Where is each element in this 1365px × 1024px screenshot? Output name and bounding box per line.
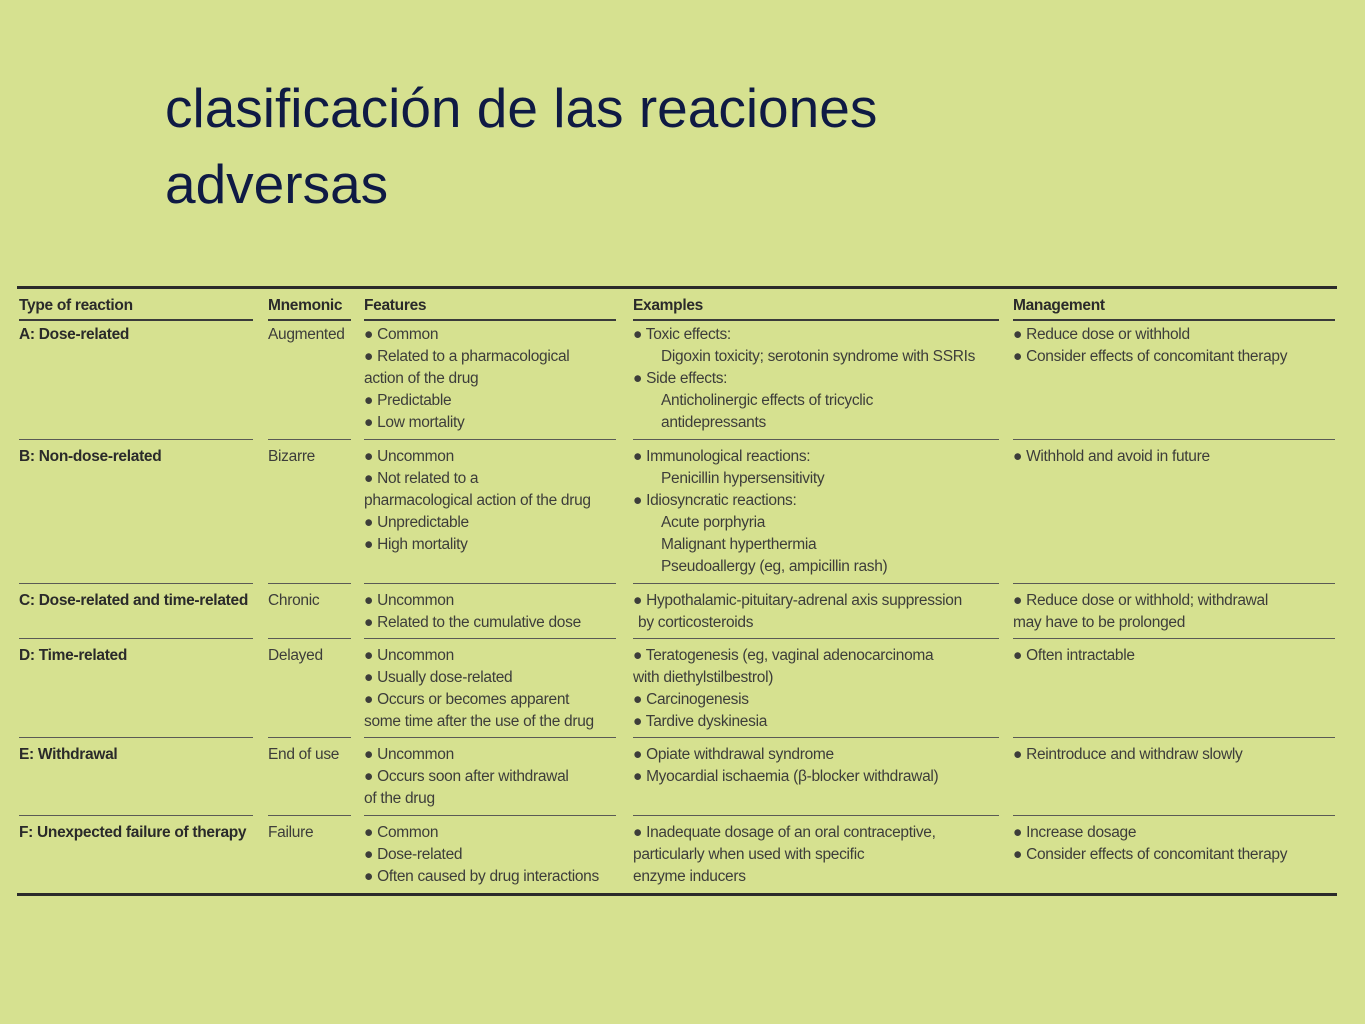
management-line: ● Reduce dose or withhold (1013, 326, 1190, 343)
header-management: Management (1013, 289, 1335, 321)
management-line: ● Increase dosage (1013, 824, 1137, 841)
row-f-type: F: Unexpected failure of therapy (19, 815, 253, 844)
feature-line: ● Low mortality (364, 414, 465, 431)
feature-line: ● Common (364, 326, 439, 343)
row-c-examples (633, 583, 999, 634)
feature-line: ● Usually dose-related (364, 669, 513, 686)
feature-line: ● High mortality (364, 536, 468, 553)
example-line: ● Carcinogenesis (633, 691, 749, 708)
example-line: ● Idiosyncratic reactions: (633, 492, 797, 509)
row-c-mnemonic: Chronic (268, 583, 351, 612)
feature-line: ● Dose-related (364, 846, 463, 863)
row-c-features (364, 583, 616, 634)
feature-line: ● Unpredictable (364, 514, 469, 531)
row-c-management (1013, 583, 1335, 634)
feature-line: action of the drug (364, 370, 479, 387)
header-type-of-reaction: Type of reaction (19, 289, 253, 321)
table-bottom-rule (17, 893, 1337, 896)
feature-line: ● Not related to a (364, 470, 479, 487)
feature-line: ● Uncommon (364, 592, 454, 609)
header-examples: Examples (633, 289, 999, 321)
example-line: Malignant hyperthermia (661, 536, 817, 553)
feature-line: ● Common (364, 824, 439, 841)
header-mnemonic: Mnemonic (268, 289, 351, 321)
example-line: with diethylstilbestrol) (633, 669, 774, 686)
feature-line: pharmacological action of the drug (364, 492, 591, 509)
row-b-mnemonic: Bizarre (268, 439, 351, 468)
slide-title-line-2: adversas (165, 153, 389, 215)
example-line: particularly when used with specific (633, 846, 865, 863)
feature-line: ● Related to a pharmacological (364, 348, 570, 365)
example-line: ● Side effects: (633, 370, 728, 387)
row-a-examples (633, 318, 999, 434)
example-line: Pseudoallergy (eg, ampicillin rash) (661, 558, 888, 575)
row-e-management (1013, 737, 1335, 766)
row-b-type: B: Non-dose-related (19, 439, 253, 468)
row-f-mnemonic: Failure (268, 815, 351, 844)
example-line: ● Opiate withdrawal syndrome (633, 746, 834, 763)
management-line: ● Reintroduce and withdraw slowly (1013, 746, 1243, 763)
feature-line: ● Related to the cumulative dose (364, 614, 581, 631)
row-f-management (1013, 815, 1335, 866)
row-e-features (364, 737, 616, 810)
slide-title-line-1: clasificación de las reaciones (165, 77, 878, 139)
row-d-examples (633, 638, 999, 733)
example-line: Anticholinergic effects of tricyclic (661, 392, 874, 409)
example-line: ● Myocardial ischaemia (β-blocker withdrawal) (633, 768, 939, 785)
row-b-examples (633, 439, 999, 578)
feature-line: ● Often caused by drug interactions (364, 868, 599, 885)
feature-line: of the drug (364, 790, 435, 807)
row-d-features (364, 638, 616, 733)
row-a-features (364, 318, 616, 434)
slide-title (165, 70, 1265, 222)
example-line: ● Toxic effects: (633, 326, 731, 343)
row-f-features (364, 815, 616, 888)
example-line: Digoxin toxicity; serotonin syndrome with SSRIs (661, 348, 976, 365)
example-line: Penicillin hypersensitivity (661, 470, 825, 487)
management-line: ● Consider effects of concomitant therapy (1013, 348, 1288, 365)
row-a-management (1013, 318, 1335, 368)
row-f-examples (633, 815, 999, 888)
feature-line: ● Uncommon (364, 448, 454, 465)
example-line: enzyme inducers (633, 868, 746, 885)
feature-line: ● Uncommon (364, 746, 454, 763)
feature-line: ● Predictable (364, 392, 452, 409)
management-line: ● Often intractable (1013, 647, 1135, 664)
row-a-type: A: Dose-related (19, 326, 130, 343)
example-line: ● Hypothalamic-pituitary-adrenal axis suppression (633, 592, 962, 609)
row-e-type: E: Withdrawal (19, 737, 253, 766)
example-line: antidepressants (661, 414, 766, 431)
row-e-mnemonic: End of use (268, 737, 351, 766)
row-d-mnemonic: Delayed (268, 638, 351, 667)
example-line: by corticosteroids (638, 614, 754, 631)
feature-line: ● Uncommon (364, 647, 454, 664)
row-d-type: D: Time-related (19, 638, 253, 667)
example-line: ● Inadequate dosage of an oral contraceptive, (633, 824, 936, 841)
row-d-management (1013, 638, 1335, 667)
management-line: ● Consider effects of concomitant therapy (1013, 846, 1288, 863)
feature-line: some time after the use of the drug (364, 713, 594, 730)
row-b-features (364, 439, 616, 556)
management-line: ● Reduce dose or withhold; withdrawal (1013, 592, 1269, 609)
feature-line: ● Occurs or becomes apparent (364, 691, 570, 708)
header-features: Features (364, 289, 616, 321)
example-line: ● Teratogenesis (eg, vaginal adenocarcinoma (633, 647, 934, 664)
example-line: ● Immunological reactions: (633, 448, 811, 465)
row-a-mnemonic: Augmented (268, 326, 345, 343)
row-c-type: C: Dose-related and time-related (19, 583, 253, 612)
row-b-management (1013, 439, 1335, 468)
management-line: ● Withhold and avoid in future (1013, 448, 1210, 465)
feature-line: ● Occurs soon after withdrawal (364, 768, 569, 785)
example-line: Acute porphyria (661, 514, 766, 531)
management-line: may have to be prolonged (1013, 614, 1186, 631)
row-e-examples (633, 737, 999, 788)
example-line: ● Tardive dyskinesia (633, 713, 768, 730)
